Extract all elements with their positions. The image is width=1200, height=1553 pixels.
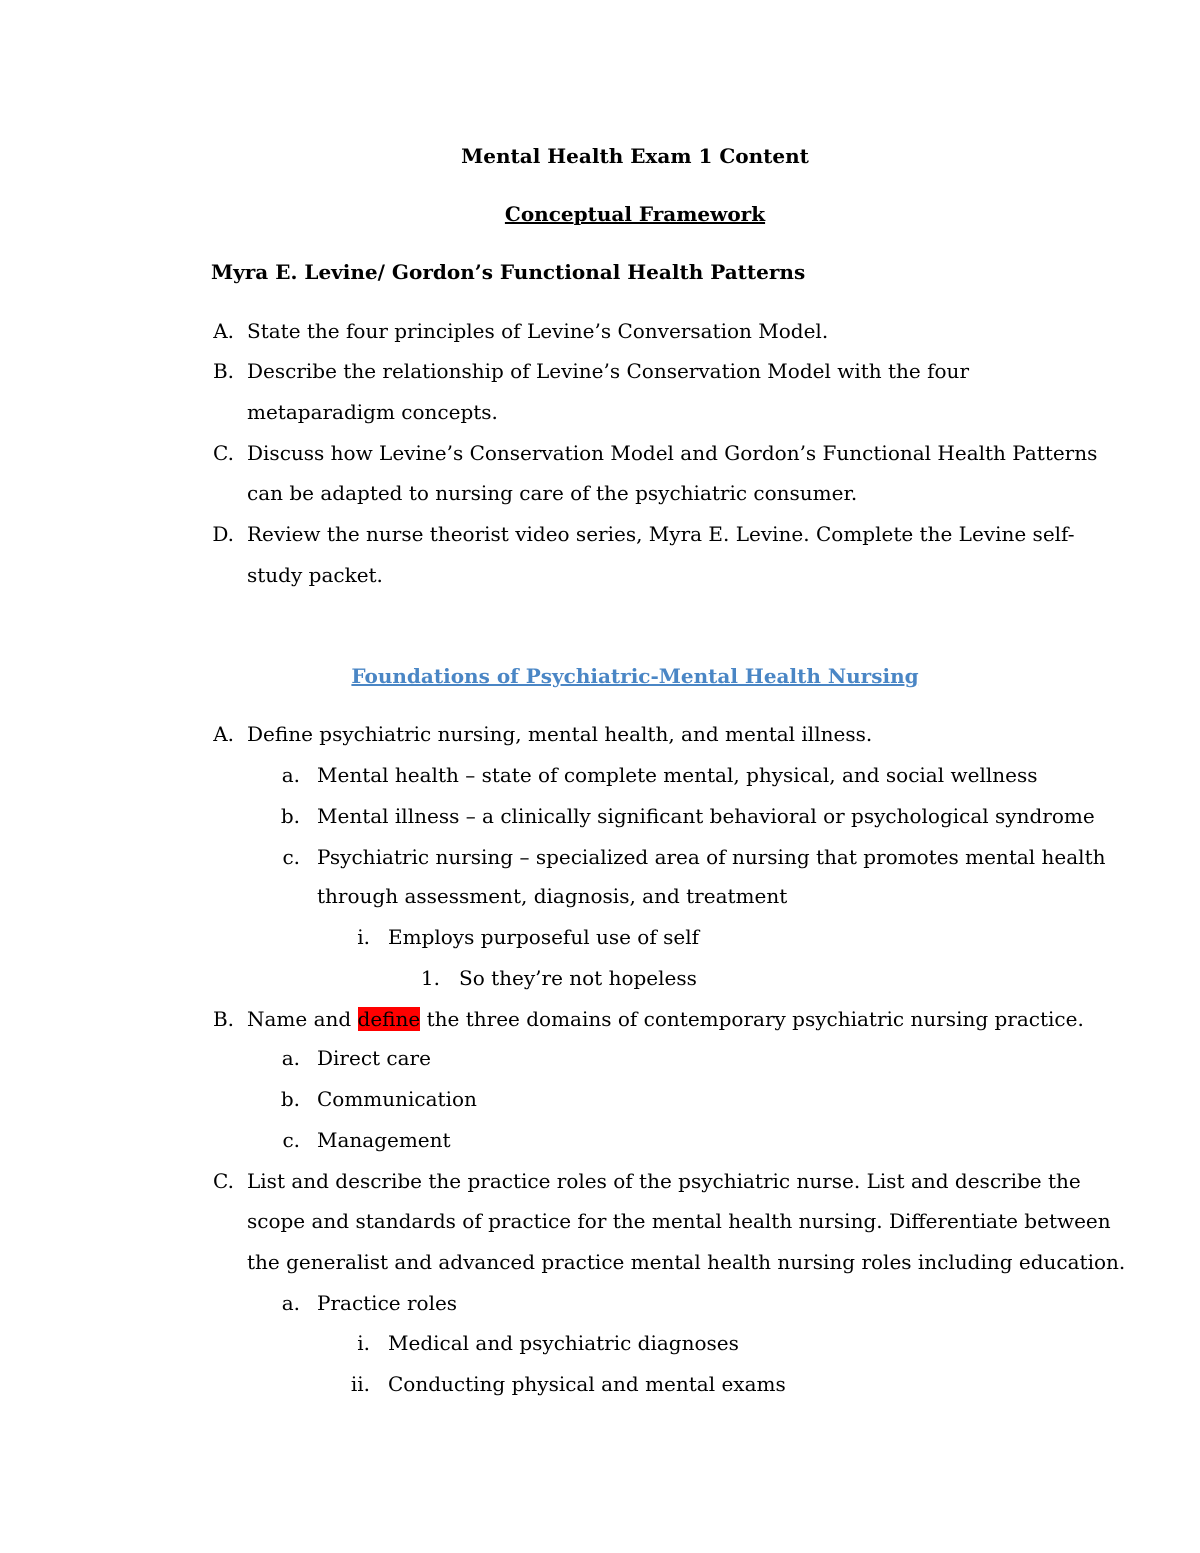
- sublist-item-text: Communication: [317, 1087, 477, 1111]
- list-item-text: List and describe the practice roles of the psychiatric nurse. List and describe the: [247, 1169, 1081, 1193]
- list-marker: B.: [212, 1007, 234, 1031]
- section-heading-foundations: Foundations of Psychiatric-Mental Health Nursing: [351, 664, 919, 688]
- list-item-text: study packet.: [247, 563, 383, 587]
- sublist-item-text: Mental illness – a clinically significant behavioral or psychological syndrome: [317, 804, 1095, 828]
- list-item-text: can be adapted to nursing care of the psychiatric consumer.: [247, 481, 858, 505]
- roman-marker: i.: [357, 1331, 370, 1355]
- list-item-text: State the four principles of Levine’s Conversation Model.: [247, 319, 829, 343]
- text-span: Name and: [247, 1007, 358, 1031]
- sublist-item-text: through assessment, diagnosis, and treatment: [317, 884, 788, 908]
- sublist-marker: b.: [280, 1087, 300, 1111]
- sublist-item-text: Practice roles: [317, 1291, 458, 1315]
- roman-marker: i.: [357, 925, 370, 949]
- sublist-item-text: Direct care: [317, 1046, 431, 1070]
- roman-item-text: Conducting physical and mental exams: [388, 1372, 786, 1396]
- list-item-text: Describe the relationship of Levine’s Conservation Model with the four: [247, 359, 970, 383]
- sublist-item-text: Management: [317, 1128, 451, 1152]
- section-heading-conceptual-framework: Conceptual Framework: [504, 202, 766, 226]
- document-title: Mental Health Exam 1 Content: [461, 144, 809, 168]
- numbered-item-text: So they’re not hopeless: [459, 966, 697, 990]
- numbered-marker: 1.: [420, 966, 440, 990]
- sublist-marker: b.: [280, 804, 300, 828]
- list-marker: C.: [213, 1169, 234, 1193]
- sublist-marker: a.: [281, 763, 300, 787]
- list-item-text: scope and standards of practice for the mental health nursing. Differentiate between: [247, 1209, 1111, 1233]
- list-marker: B.: [212, 359, 234, 383]
- roman-marker: ii.: [350, 1372, 370, 1396]
- list-marker: A.: [213, 722, 234, 746]
- sublist-item-text: Psychiatric nursing – specialized area of nursing that promotes mental health: [317, 845, 1106, 869]
- list-item-text: the generalist and advanced practice mental health nursing roles including education.: [247, 1250, 1126, 1274]
- section-subheading: Myra E. Levine/ Gordon’s Functional Health Patterns: [211, 260, 806, 284]
- sublist-marker: c.: [282, 1128, 300, 1152]
- roman-item-text: Medical and psychiatric diagnoses: [388, 1331, 739, 1355]
- highlighted-word: define: [357, 1007, 421, 1031]
- list-item-text: metaparadigm concepts.: [247, 400, 498, 424]
- text-span: the three domains of contemporary psychiatric nursing practice.: [420, 1007, 1084, 1031]
- sublist-marker: a.: [281, 1291, 300, 1315]
- list-item-text: [247, 1007, 1084, 1031]
- roman-item-text: Employs purposeful use of self: [388, 925, 699, 949]
- sublist-item-text: Mental health – state of complete mental, physical, and social wellness: [317, 763, 1038, 787]
- list-item-text: Discuss how Levine’s Conservation Model and Gordon’s Functional Health Patterns: [247, 441, 1098, 465]
- list-marker: A.: [213, 319, 234, 343]
- list-marker: D.: [212, 522, 234, 546]
- list-item-text: Review the nurse theorist video series, Myra E. Levine. Complete the Levine self-: [247, 522, 1075, 546]
- sublist-marker: a.: [281, 1046, 300, 1070]
- list-marker: C.: [213, 441, 234, 465]
- list-item-text: Define psychiatric nursing, mental health, and mental illness.: [247, 722, 873, 746]
- sublist-marker: c.: [282, 845, 300, 869]
